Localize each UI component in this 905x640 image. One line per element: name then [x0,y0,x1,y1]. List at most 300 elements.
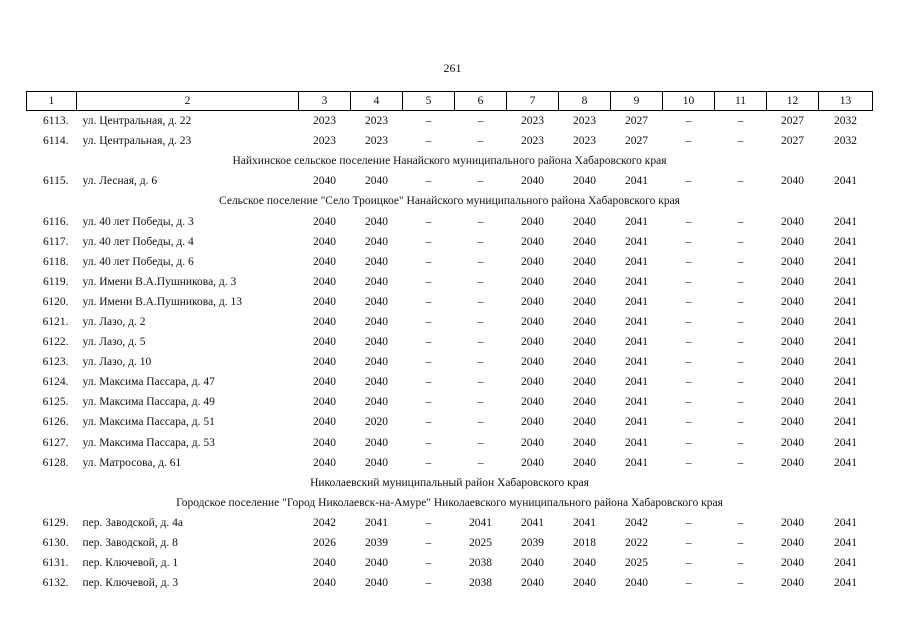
year-cell: 2038 [469,557,492,570]
year-cell: – [425,135,432,148]
year-cell: 2041 [834,557,857,570]
year-cell: – [685,175,692,188]
year-cell: – [425,356,432,369]
year-cell: 2040 [521,336,544,349]
year-cell: 2040 [521,557,544,570]
address-cell: ул. Имени В.А.Пушникова, д. 13 [82,295,243,308]
year-cell: 2041 [834,295,857,308]
year-cell: 2040 [573,396,596,409]
year-cell: 2040 [781,235,804,248]
section-header-row [27,151,873,171]
year-cell: 2039 [521,537,544,550]
year-cell: – [685,557,692,570]
section-title: Городское поселение "Город Николаевск-на-Амуре" Николаевского муниципального района Хабаровского края [176,496,723,509]
year-cell: 2042 [313,516,336,529]
year-cell: – [685,135,692,148]
row-number: 6125. [42,396,69,409]
year-cell: – [685,295,692,308]
row-number: 6122. [42,336,69,349]
table-row [27,332,873,352]
year-cell: 2040 [781,456,804,469]
year-cell: – [477,456,484,469]
year-cell: 2022 [625,537,648,550]
year-cell: 2041 [625,315,648,328]
year-cell: – [685,516,692,529]
year-cell: 2023 [313,115,336,128]
year-cell: 2041 [625,275,648,288]
address-cell: пер. Ключевой, д. 3 [82,577,179,590]
year-cell: 2040 [521,396,544,409]
year-cell: 2041 [625,215,648,228]
year-cell: 2040 [781,295,804,308]
row-number: 6128. [42,456,69,469]
year-cell: 2041 [365,516,388,529]
table-row [27,392,873,412]
year-cell: – [685,235,692,248]
year-cell: – [425,436,432,449]
address-cell: ул. 40 лет Победы, д. 3 [82,215,194,228]
year-cell: 2040 [313,336,336,349]
year-cell: 2040 [573,175,596,188]
year-cell: – [737,315,744,328]
year-cell: 2025 [625,557,648,570]
header-cell: 1 [27,92,77,111]
table-row [27,372,873,392]
year-cell: 2032 [834,135,857,148]
year-cell: 2040 [573,577,596,590]
year-cell: 2041 [834,235,857,248]
year-cell: 2040 [573,356,596,369]
header-cell: 13 [819,92,873,111]
row-number: 6124. [42,376,69,389]
year-cell: – [477,336,484,349]
year-cell: – [737,255,744,268]
table-row [27,272,873,292]
year-cell: 2041 [625,356,648,369]
year-cell: 2040 [365,275,388,288]
row-number: 6121. [42,315,69,328]
row-number: 6117. [43,235,69,248]
year-cell: – [425,456,432,469]
year-cell: 2023 [313,135,336,148]
address-cell: ул. 40 лет Победы, д. 4 [82,235,194,248]
year-cell: 2023 [365,135,388,148]
year-cell: 2018 [573,537,596,550]
header-cell: 3 [299,92,351,111]
year-cell: – [425,416,432,429]
year-cell: – [425,577,432,590]
year-cell: – [737,175,744,188]
table-row [27,573,873,593]
row-number: 6130. [42,537,69,550]
year-cell: – [477,376,484,389]
year-cell: 2040 [365,295,388,308]
year-cell: 2040 [781,315,804,328]
address-cell: ул. Лесная, д. 6 [82,175,158,188]
row-number: 6114. [43,135,69,148]
year-cell: – [737,235,744,248]
year-cell: 2040 [781,436,804,449]
year-cell: 2041 [625,376,648,389]
year-cell: – [737,376,744,389]
year-cell: 2040 [313,295,336,308]
year-cell: – [425,557,432,570]
year-cell: – [477,175,484,188]
address-cell: ул. Имени В.А.Пушникова, д. 3 [82,275,237,288]
year-cell: – [685,215,692,228]
header-row [27,92,873,111]
year-cell: – [425,235,432,248]
year-cell: 2040 [781,416,804,429]
year-cell: 2041 [834,577,857,590]
year-cell: 2040 [521,235,544,248]
year-cell: – [685,396,692,409]
year-cell: 2041 [573,516,596,529]
year-cell: – [737,436,744,449]
year-cell: 2041 [625,416,648,429]
year-cell: – [737,336,744,349]
header-cell: 5 [403,92,455,111]
year-cell: – [425,376,432,389]
year-cell: 2040 [573,275,596,288]
header-cell: 12 [767,92,819,111]
year-cell: 2042 [625,516,648,529]
year-cell: 2040 [365,336,388,349]
year-cell: 2041 [625,235,648,248]
year-cell: – [685,376,692,389]
year-cell: – [477,436,484,449]
year-cell: 2041 [834,215,857,228]
year-cell: 2040 [365,456,388,469]
section-header-row [27,191,873,211]
year-cell: 2040 [781,215,804,228]
year-cell: 2040 [365,436,388,449]
year-cell: 2041 [521,516,544,529]
year-cell: 2040 [573,456,596,469]
year-cell: – [737,516,744,529]
section-header-row [27,473,873,493]
header-cell: 10 [663,92,715,111]
year-cell: 2040 [521,295,544,308]
year-cell: – [477,255,484,268]
year-cell: 2040 [521,255,544,268]
year-cell: 2041 [834,356,857,369]
year-cell: 2027 [625,135,648,148]
row-number: 6119. [43,275,69,288]
year-cell: – [477,315,484,328]
year-cell: – [425,537,432,550]
year-cell: – [477,135,484,148]
year-cell: 2040 [573,436,596,449]
year-cell: 2040 [521,456,544,469]
year-cell: – [737,577,744,590]
year-cell: – [737,215,744,228]
row-number: 6126. [42,416,69,429]
year-cell: 2040 [573,336,596,349]
year-cell: 2040 [313,376,336,389]
year-cell: – [685,275,692,288]
year-cell: 2040 [781,376,804,389]
year-cell: – [737,135,744,148]
year-cell: 2040 [573,416,596,429]
table-row [27,232,873,252]
section-title: Сельское поселение "Село Троицкое" Нанайского муниципального района Хабаровского края [219,195,680,208]
year-cell: – [477,215,484,228]
year-cell: – [477,295,484,308]
header-cell: 8 [559,92,611,111]
year-cell: 2027 [781,135,804,148]
year-cell: 2023 [365,115,388,128]
year-cell: – [737,557,744,570]
year-cell: 2040 [781,577,804,590]
table-row [27,553,873,573]
header-cell: 4 [351,92,403,111]
year-cell: 2027 [625,115,648,128]
year-cell: – [685,577,692,590]
year-cell: 2027 [781,115,804,128]
year-cell: 2041 [834,376,857,389]
year-cell: 2041 [834,275,857,288]
year-cell: 2026 [313,537,336,550]
year-cell: 2039 [365,537,388,550]
year-cell: – [425,255,432,268]
address-cell: ул. Лазо, д. 2 [82,315,146,328]
year-cell: 2040 [365,376,388,389]
address-cell: ул. Максима Пассара, д. 47 [82,376,215,389]
year-cell: – [737,356,744,369]
year-cell: 2041 [625,255,648,268]
year-cell: 2041 [834,255,857,268]
year-cell: 2040 [573,295,596,308]
year-cell: 2040 [781,537,804,550]
year-cell: 2020 [365,416,388,429]
row-number: 6113. [43,115,69,128]
address-cell: ул. Максима Пассара, д. 49 [82,396,215,409]
year-cell: 2040 [521,376,544,389]
year-cell: – [477,416,484,429]
year-cell: 2040 [573,235,596,248]
year-cell: – [477,115,484,128]
table-row [27,533,873,553]
header-cell: 6 [455,92,507,111]
year-cell: 2040 [313,315,336,328]
section-title: Николаевский муниципальный район Хабаровского края [310,476,589,489]
year-cell: – [685,255,692,268]
year-cell: 2040 [313,416,336,429]
year-cell: 2041 [625,175,648,188]
year-cell: 2040 [365,215,388,228]
year-cell: – [685,456,692,469]
year-cell: 2041 [834,396,857,409]
year-cell: 2041 [625,295,648,308]
year-cell: 2023 [573,135,596,148]
year-cell: – [425,336,432,349]
year-cell: 2041 [625,336,648,349]
year-cell: 2040 [521,436,544,449]
table-row [27,171,873,191]
address-cell: ул. Центральная, д. 22 [82,115,192,128]
year-cell: 2041 [834,456,857,469]
year-cell: 2040 [313,577,336,590]
year-cell: 2032 [834,115,857,128]
year-cell: – [685,416,692,429]
row-number: 6116. [43,215,69,228]
table-row [27,111,873,132]
year-cell: – [425,275,432,288]
address-cell: ул. 40 лет Победы, д. 6 [82,255,194,268]
year-cell: 2040 [573,376,596,389]
year-cell: – [425,175,432,188]
year-cell: 2040 [365,235,388,248]
section-header-row [27,493,873,513]
row-number: 6132. [42,577,69,590]
year-cell: 2040 [781,557,804,570]
year-cell: 2040 [781,275,804,288]
year-cell: 2040 [521,175,544,188]
row-number: 6120. [42,295,69,308]
year-cell: 2041 [834,436,857,449]
year-cell: – [737,115,744,128]
year-cell: – [477,275,484,288]
year-cell: 2040 [313,275,336,288]
year-cell: 2023 [521,135,544,148]
year-cell: – [737,456,744,469]
year-cell: 2040 [521,315,544,328]
year-cell: 2040 [573,255,596,268]
table-body [27,111,873,594]
year-cell: – [477,396,484,409]
year-cell: – [737,295,744,308]
header-cell: 9 [611,92,663,111]
year-cell: 2025 [469,537,492,550]
year-cell: 2040 [573,315,596,328]
year-cell: 2040 [521,356,544,369]
address-cell: пер. Заводской, д. 8 [82,537,178,550]
year-cell: 2040 [313,456,336,469]
buildings-table [26,91,873,593]
year-cell: – [737,275,744,288]
year-cell: 2040 [313,235,336,248]
table-row [27,211,873,231]
year-cell: 2040 [365,396,388,409]
year-cell: – [685,436,692,449]
year-cell: – [477,235,484,248]
address-cell: ул. Матросова, д. 61 [82,456,182,469]
year-cell: 2040 [313,215,336,228]
year-cell: 2040 [365,577,388,590]
year-cell: 2040 [365,557,388,570]
year-cell: – [425,396,432,409]
year-cell: 2040 [781,356,804,369]
year-cell: 2023 [521,115,544,128]
year-cell: 2040 [781,255,804,268]
table-row [27,292,873,312]
year-cell: 2040 [781,336,804,349]
year-cell: 2040 [781,396,804,409]
year-cell: 2041 [625,456,648,469]
year-cell: 2041 [834,315,857,328]
year-cell: 2040 [365,175,388,188]
year-cell: – [425,115,432,128]
year-cell: – [685,356,692,369]
year-cell: 2041 [469,516,492,529]
year-cell: 2023 [573,115,596,128]
table-row [27,453,873,473]
year-cell: – [685,537,692,550]
header-cell: 7 [507,92,559,111]
year-cell: 2040 [313,436,336,449]
year-cell: – [685,315,692,328]
address-cell: пер. Заводской, д. 4а [82,516,183,529]
row-number: 6123. [42,356,69,369]
table-row [27,412,873,432]
table-row [27,312,873,332]
year-cell: – [737,396,744,409]
address-cell: ул. Лазо, д. 5 [82,336,146,349]
year-cell: – [685,115,692,128]
year-cell: 2041 [625,436,648,449]
year-cell: – [425,215,432,228]
year-cell: 2040 [521,416,544,429]
section-title: Найхинское сельское поселение Нанайского муниципального района Хабаровского края [232,155,667,168]
year-cell: – [477,356,484,369]
header-cell: 11 [715,92,767,111]
year-cell: 2040 [313,356,336,369]
address-cell: ул. Максима Пассара, д. 51 [82,416,215,429]
row-number: 6131. [42,557,69,570]
year-cell: 2040 [573,557,596,570]
address-cell: ул. Лазо, д. 10 [82,356,152,369]
year-cell: 2040 [313,396,336,409]
year-cell: – [425,315,432,328]
year-cell: 2041 [834,175,857,188]
year-cell: 2041 [834,537,857,550]
page-number: 261 [443,61,462,75]
row-number: 6118. [43,255,69,268]
year-cell: 2040 [365,255,388,268]
year-cell: 2040 [521,215,544,228]
address-cell: ул. Максима Пассара, д. 53 [82,436,215,449]
year-cell: 2040 [521,275,544,288]
table-row [27,352,873,372]
year-cell: 2040 [573,215,596,228]
table-row [27,433,873,453]
year-cell: 2038 [469,577,492,590]
year-cell: 2040 [781,175,804,188]
year-cell: 2041 [834,416,857,429]
year-cell: 2040 [365,356,388,369]
year-cell: 2040 [313,255,336,268]
table-row [27,513,873,533]
row-number: 6127. [42,436,69,449]
row-number: 6129. [42,516,69,529]
year-cell: – [425,295,432,308]
address-cell: ул. Центральная, д. 23 [82,135,192,148]
row-number: 6115. [43,175,69,188]
year-cell: 2040 [781,516,804,529]
year-cell: 2041 [834,516,857,529]
year-cell: 2041 [625,396,648,409]
year-cell: 2040 [625,577,648,590]
table-header [27,92,873,111]
address-cell: пер. Ключевой, д. 1 [82,557,179,570]
year-cell: 2040 [313,175,336,188]
table-row [27,131,873,151]
year-cell: – [425,516,432,529]
header-cell: 2 [77,92,299,111]
year-cell: 2040 [521,577,544,590]
year-cell: 2041 [834,336,857,349]
